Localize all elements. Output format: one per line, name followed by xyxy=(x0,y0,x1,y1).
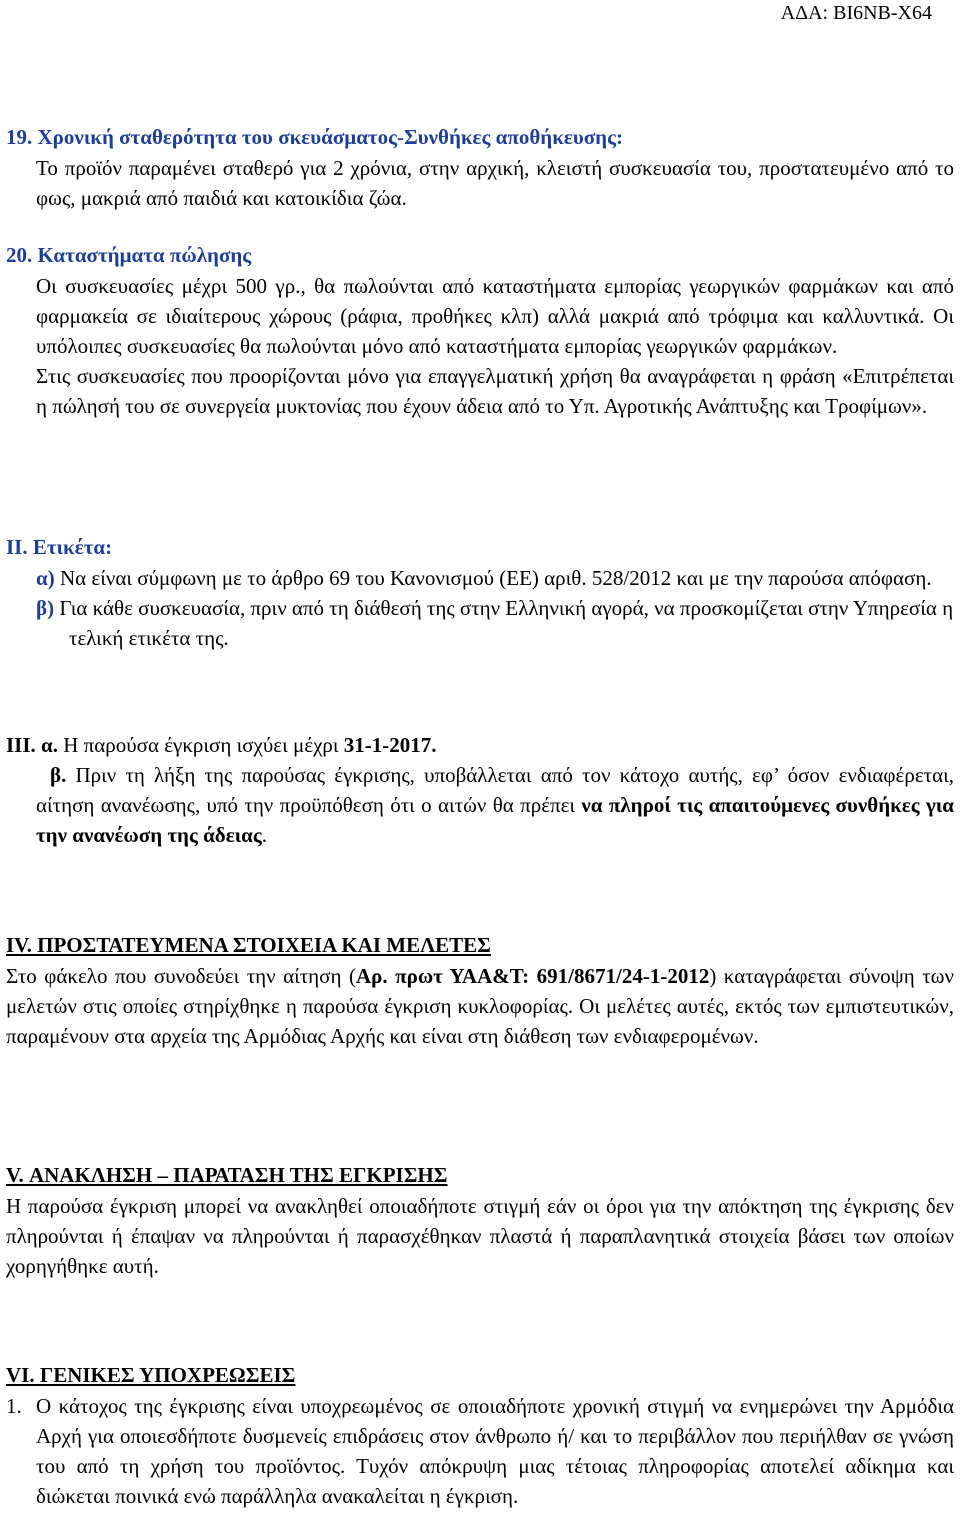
section-iii-item-a xyxy=(6,730,954,760)
expiry-date: 31-1-2017. xyxy=(343,733,437,757)
item-1-number: 1. xyxy=(6,1394,22,1418)
section-20-heading xyxy=(6,240,954,271)
section-iii xyxy=(6,730,954,850)
section-vi-title: VI. ΓΕΝΙΚΕΣ ΥΠΟΧΡΕΩΣΕΙΣ xyxy=(6,1363,296,1387)
section-iv-text-1: Στο φάκελο που συνοδεύει την αίτηση ( xyxy=(6,964,356,988)
section-20 xyxy=(6,240,954,421)
protocol-number: Αρ. πρωτ ΥΑΑ&Τ: 691/8671/24-1-2012 xyxy=(355,964,710,988)
section-20-paragraph-2: Στις συσκευασίες που προορίζονται μόνο για επαγγελματική χρήση θα αναγράφεται η φράση «Επιτρέπεται η πώλησή του σε συνεργεία μυκτονίας που έχουν άδεια από το Υπ. Αγροτικής Ανάπτυξης και Τροφίμων». xyxy=(36,364,954,418)
section-ii-title: Ετικέτα: xyxy=(32,535,113,559)
section-iii-b-bold: να πληροί τις απαιτούμενες συνθήκες για την ανανέωση της άδειας xyxy=(36,793,954,847)
section-iii-item-b xyxy=(6,760,954,850)
item-a-label: α) xyxy=(36,566,55,590)
section-iv-text xyxy=(6,961,954,1051)
section-19-number: 19. xyxy=(6,125,33,149)
section-iii-b-text: Πριν τη λήξη της παρούσας έγκρισης, υποβάλλεται από τον κάτοχο αυτής, εφ’ όσον ενδιαφέρεται, αίτηση ανανέωσης, υπό την προϋπόθεση ότι ο αιτών θα πρέπει xyxy=(36,763,955,817)
section-ii-heading xyxy=(6,532,954,563)
item-b-text: Για κάθε συσκευασία, πριν από τη διάθεσή της στην Ελληνική αγορά, να προσκομίζεται στην Υπηρεσία η τελική ετικέτα της. xyxy=(59,596,954,650)
section-iv-title: IV. ΠΡΟΣΤΑΤΕΥΜΕΝΑ ΣΤΟΙΧΕΙΑ ΚΑΙ ΜΕΛΕΤΕΣ xyxy=(6,933,491,957)
section-iii-b-label: β. xyxy=(50,763,67,787)
section-19-title: Χρονική σταθερότητα του σκευάσματος-Συνθήκες αποθήκευσης: xyxy=(37,125,623,149)
section-iii-a-text: Η παρούσα έγκριση ισχύει μέχρι xyxy=(63,733,339,757)
item-b-label: β) xyxy=(36,596,55,620)
section-19-heading xyxy=(6,122,954,153)
item-1-text: Ο κάτοχος της έγκρισης είναι υποχρεωμένος σε οποιαδήποτε χρονική στιγμή να ενημερώνει την Αρμόδια Αρχή για οποιεσδήποτε δυσμενείς επιδράσεις στον άνθρωπο ή/ και το περιβάλλον που περιήλθαν σε γνώση του από τη χρήση του προϊόντος. Τυχόν απόκρυψη μιας τέτοιας πληροφορίας αποτελεί αδίκημα και διώκεται ποινικά ενώ παράλληλα ανακαλείται η έγκριση. xyxy=(36,1394,954,1508)
ada-code: ΑΔΑ: ΒΙ6ΝΒ-Χ64 xyxy=(780,2,932,24)
section-iii-b-end: . xyxy=(261,823,268,847)
section-ii-item-a xyxy=(6,563,954,593)
item-a-text: Να είναι σύμφωνη με το άρθρο 69 του Κανονισμού (ΕΕ) αριθ. 528/2012 και με την παρούσα απόφαση. xyxy=(59,566,932,590)
section-ii-item-b xyxy=(6,593,954,653)
section-ii xyxy=(6,532,954,653)
section-ii-number: ΙΙ. xyxy=(6,535,28,559)
section-v-title: V. ΑΝΑΚΛΗΣΗ – ΠΑΡΑΤΑΣΗ ΤΗΣ ΕΓΚΡΙΣΗΣ xyxy=(6,1163,448,1187)
section-v xyxy=(6,1160,954,1281)
section-v-text: Η παρούσα έγκριση μπορεί να ανακληθεί οποιαδήποτε στιγμή εάν οι όροι για την απόκτηση της έγκρισης δεν πληρούνται ή έπαψαν να πληρούνται ή παρασχέθηκαν πλαστά ή παραπλανητικά στοιχεία βάσει των οποίων χορηγήθηκε αυτή. xyxy=(6,1194,954,1278)
section-20-number: 20. xyxy=(6,243,33,267)
section-iv-text-2: ) καταγράφεται σύνοψη των μελετών στις οποίες στηρίχθηκε η παρούσα έγκριση κυκλοφορίας. Οι μελέτες αυτές, εκτός των εμπιστευτικών, παραμένουν στα αρχεία της Αρμόδιας Αρχής και είναι στη διάθεση των ενδιαφερομένων. xyxy=(6,964,954,1048)
section-vi xyxy=(6,1360,954,1511)
section-19 xyxy=(6,122,954,213)
section-iii-number: ΙΙΙ. α. xyxy=(6,733,58,757)
section-20-paragraph-1: Οι συσκευασίες μέχρι 500 γρ., θα πωλούνται από καταστήματα εμπορίας γεωργικών φαρμάκων και από φαρμακεία σε ιδιαίτερους χώρους (ράφια, προθήκες κλπ) αλλά μακριά από τρόφιμα και καλλυντικά. Οι υπόλοιπες συσκευασίες θα πωλούνται μόνο από καταστήματα εμπορίας γεωργικών φαρμάκων. xyxy=(36,274,954,358)
section-19-text: Το προϊόν παραμένει σταθερό για 2 χρόνια, στην αρχική, κλειστή συσκευασία του, προστατευμένο από το φως, μακριά από παιδιά και κατοικίδια ζώα. xyxy=(36,156,954,210)
section-20-title: Καταστήματα πώλησης xyxy=(37,243,252,267)
section-vi-item-1 xyxy=(6,1391,954,1511)
section-iv xyxy=(6,930,954,1051)
